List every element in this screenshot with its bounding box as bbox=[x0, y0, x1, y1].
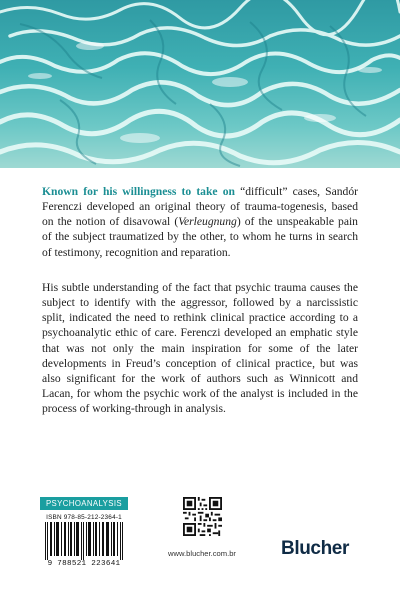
publisher-logo: Blucher bbox=[281, 538, 349, 559]
barcode-digits: 9 788521 223641 bbox=[47, 560, 121, 568]
blurb-text: “difficult” cases, Sandór Ferenczi developed an original theory of trauma-togenesis, based on the notion of disavowal ( bbox=[42, 185, 358, 229]
barcode-icon bbox=[43, 522, 125, 560]
water-surface-image bbox=[0, 0, 400, 168]
blurb-italic-term: Verleugnung bbox=[178, 215, 237, 229]
series-badge: PSYCHOANALYSIS bbox=[40, 497, 128, 510]
isbn-barcode bbox=[40, 512, 128, 570]
blurb-paragraph-2: His subtle understanding of the fact that psychic trauma causes the subject to identify with the aggressor, followed by a narcissistic split, indicated the need to rethink clinical practice according to a psychoanalytic ethic of care. Ferenczi developed an emphatic style that was not only the main inspiration for some of the later developments in Freud’s conception of clinical practice, but was also significant for the work of authors such as Winnicott and Lacan, for whom the psychic work of the analyst is included in the process of working-through in analysis. bbox=[42, 281, 358, 416]
blurb-lead-phrase: Known for his willingness to take on bbox=[42, 185, 235, 198]
isbn-label: ISBN 978-85-212-2364-1 bbox=[46, 514, 122, 521]
qr-code-icon bbox=[183, 497, 222, 536]
blurb-text: ) of the unspeakable pain of the subject traumatized by the other, to whom he turns in search of testimony, recognition and reparation. bbox=[42, 215, 358, 259]
blurb-paragraph-1 bbox=[42, 184, 358, 260]
publisher-website[interactable]: www.blucher.com.br bbox=[168, 549, 236, 558]
